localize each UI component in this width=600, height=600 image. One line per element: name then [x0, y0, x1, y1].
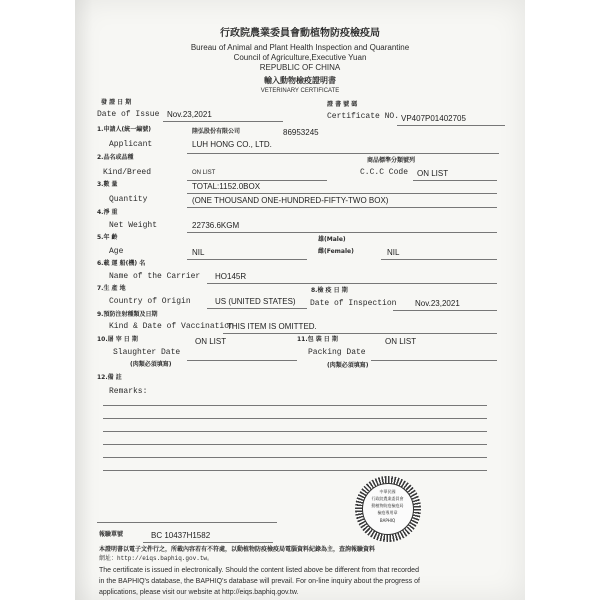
slaughter-label-en: Slaughter Date — [113, 348, 181, 357]
remarks-label-zh: 12.備 註 — [97, 374, 122, 381]
ccc-underline — [413, 180, 497, 181]
quantity-underline-1 — [187, 193, 497, 194]
age-label-zh: 5.年 齡 — [97, 234, 118, 241]
kind-value: ON LIST — [192, 170, 216, 176]
cert-no-label-en: Certificate NO. — [327, 112, 400, 121]
remarks-line — [103, 470, 487, 471]
council-name: Council of Agriculture,Executive Yuan — [233, 53, 367, 62]
origin-label-zh: 7.生 產 地 — [97, 285, 126, 292]
cert-no-value: VP407P01402705 — [401, 114, 466, 123]
applicant-id-number: 86953245 — [283, 128, 319, 137]
issue-date-value: Nov.23,2021 — [167, 110, 212, 119]
kind-label-en: Kind/Breed — [103, 168, 152, 177]
issue-date-underline — [163, 121, 283, 122]
footer-note-en-3: applications, please visit our website at http://eiqs.baphiq.gov.tw. — [99, 589, 299, 596]
quantity-underline-2 — [187, 207, 497, 208]
packing-underline — [371, 360, 497, 361]
remarks-line — [103, 431, 487, 432]
remarks-line — [103, 405, 487, 406]
applicant-value: LUH HONG CO., LTD. — [192, 140, 272, 149]
certificate-title-zh: 輸入動物檢疫證明書 — [264, 76, 336, 85]
age-value: NIL — [192, 248, 205, 257]
weight-label-zh: 4.淨 重 — [97, 209, 118, 216]
slaughter-label-zh: 10.屠 宰 日 期 — [97, 336, 138, 343]
ccc-label-en: C.C.C Code — [360, 168, 409, 177]
weight-label-en: Net Weight — [109, 221, 158, 230]
footer-note-zh-1: 本證明書以電子文件行之，所載內容若有不符處，以動植物防疫檢疫局電腦資料紀錄為主，查詢報驗資料 — [99, 546, 376, 553]
age-underline — [187, 259, 307, 260]
cert-no-label-zh: 證 書 號 碼 — [327, 101, 358, 108]
reference-underline — [143, 542, 273, 543]
slaughter-underline — [187, 360, 297, 361]
cert-no-underline — [397, 125, 505, 126]
seal-text: 行政院農業委員會 — [371, 496, 404, 501]
applicant-label-zh: 1.申請人(統一編號) — [97, 126, 151, 133]
inspection-label-en: Date of Inspection — [310, 299, 397, 308]
packing-label-zh: 11.包 裝 日 期 — [297, 336, 338, 343]
female-label: 雌(Female) — [318, 248, 354, 255]
vaccination-underline — [223, 333, 497, 334]
kind-underline — [187, 180, 327, 181]
packing-value: ON LIST — [385, 337, 417, 346]
issue-date-label-en: Date of Issue — [97, 110, 160, 119]
slaughter-value: ON LIST — [195, 337, 227, 346]
footer-note-zh-2: 網址：http://eiqs.baphiq.gov.tw。 — [99, 555, 214, 562]
certificate-title-en: VETERINARY CERTIFICATE — [260, 88, 340, 94]
male-label: 雄(Male) — [318, 236, 346, 243]
seal-text: BAPHIQ — [379, 518, 396, 523]
quantity-value-total: TOTAL:1152.0BOX — [192, 182, 261, 191]
inspection-underline — [393, 310, 497, 311]
inspection-label-zh: 8.檢 疫 日 期 — [311, 287, 348, 294]
vaccination-label-zh: 9.預防注射種類及日期 — [97, 311, 158, 318]
seal-inner — [362, 483, 414, 535]
packing-note: (肉類必須填寫) — [327, 362, 369, 369]
applicant-company-zh: 陸弘股份有限公司 — [192, 128, 241, 135]
issue-date-label-zh: 發 證 日 期 — [101, 99, 132, 106]
origin-label-en: Country of Origin — [109, 297, 191, 306]
applicant-underline — [187, 153, 499, 154]
country-name: REPUBLIC OF CHINA — [259, 63, 341, 72]
inspection-value: Nov.23,2021 — [415, 299, 460, 308]
bureau-title-zh: 行政院農業委員會動植物防疫檢疫局 — [220, 28, 380, 39]
seal-text: 檢疫專用章 — [377, 510, 398, 515]
quantity-label-zh: 3.數 量 — [97, 181, 118, 188]
footer-divider — [97, 522, 277, 523]
official-seal — [355, 476, 421, 542]
packing-label-en: Packing Date — [308, 348, 366, 357]
quantity-label-en: Quantity — [109, 195, 148, 204]
vaccination-label-en: Kind & Date of Vaccination — [109, 322, 234, 331]
carrier-label-en: Name of the Carrier — [109, 272, 201, 281]
vaccination-value: THIS ITEM IS OMITTED. — [227, 322, 317, 331]
ccc-value: ON LIST — [417, 169, 449, 178]
reference-label-zh: 報驗單號 — [99, 531, 124, 538]
remarks-label-en: Remarks: — [109, 387, 148, 396]
carrier-label-zh: 6.載 運 船(機) 名 — [97, 260, 146, 267]
sex-underline — [381, 259, 497, 260]
carrier-underline — [207, 283, 497, 284]
age-label-en: Age — [109, 247, 124, 256]
remarks-line — [103, 457, 487, 458]
slaughter-note: (肉類必須填寫) — [130, 361, 172, 368]
sex-value: NIL — [387, 248, 400, 257]
reference-value: BC 10437H1582 — [151, 531, 211, 540]
applicant-label-en: Applicant — [109, 140, 153, 149]
weight-value: 22736.6KGM — [192, 221, 240, 230]
origin-value: US (UNITED STATES) — [215, 297, 296, 306]
ccc-label-zh: 商品標準分類號列 — [367, 157, 416, 164]
kind-label-zh: 2.品名或品種 — [97, 154, 134, 161]
origin-underline — [207, 308, 307, 309]
weight-underline — [187, 232, 497, 233]
footer-note-en-1: The certificate is issued in electronically. Should the content listed above be different from that recorded — [99, 567, 419, 574]
quantity-value-words: (ONE THOUSAND ONE-HUNDRED-FIFTY-TWO BOX) — [192, 196, 389, 205]
footer-note-en-2: in the BAPHIQ's database, the BAPHIQ's database will prevail. For on-line inquiry about the progress of — [99, 578, 420, 585]
bureau-title-en: Bureau of Animal and Plant Health Inspection and Quarantine — [190, 43, 410, 52]
certificate-sheet — [75, 0, 525, 600]
remarks-line — [103, 444, 487, 445]
carrier-value: HO145R — [215, 272, 247, 281]
remarks-line — [103, 418, 487, 419]
seal-text: 動植物防疫檢疫局 — [371, 503, 404, 508]
seal-text: 中華民國 — [379, 489, 396, 494]
